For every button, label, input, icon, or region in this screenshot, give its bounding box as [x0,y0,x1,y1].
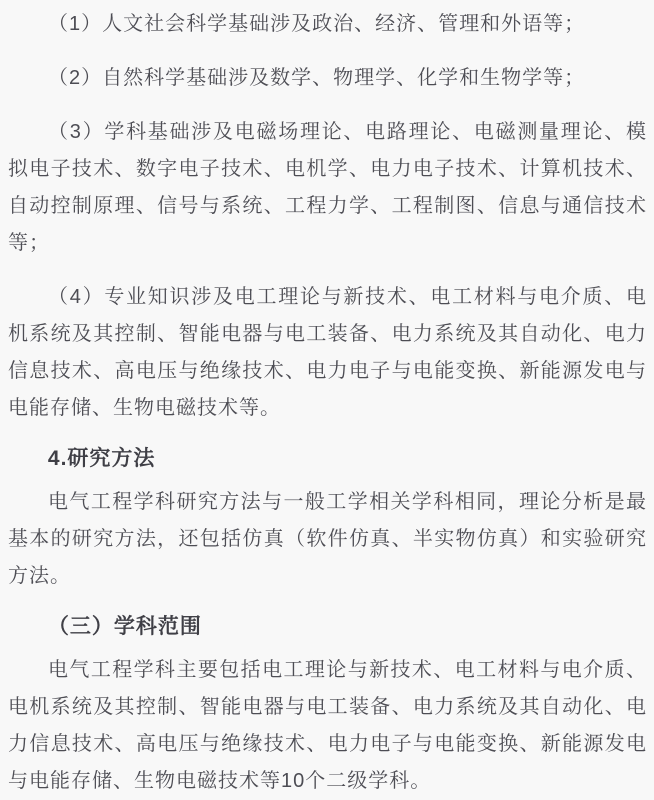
heading-research-methods: 4.研究方法 [47,447,156,470]
heading-discipline-scope: （三）学科范围 [47,615,202,638]
paragraph-discipline-scope: 电气工程学科主要包括电工理论与新技术、电工材料与电介质、电机系统及其控制、智能电器与电工装备、电力系统及其自动化、电力信息技术、高电压与绝缘技术、电力电子与电能变换、新能源发电与电能存储、生物电磁技术等10个二级学科。 [8,659,647,792]
paragraph-discipline-basis: （3）学科基础涉及电磁场理论、电路理论、电磁测量理论、模拟电子技术、数字电子技术、电机学、电力电子技术、计算机技术、自动控制原理、信号与系统、工程力学、工程制图、信息与通信技术等； [8,121,647,254]
paragraph-professional-knowledge: （4）专业知识涉及电工理论与新技术、电工材料与电介质、电机系统及其控制、智能电器与电工装备、电力系统及其自动化、电力信息技术、高电压与绝缘技术、电力电子与电能变换、新能源发电与电能存储、生物电磁技术等。 [8,286,647,419]
paragraph-humanities-basis: （1）人文社会科学基础涉及政治、经济、管理和外语等； [48,13,586,35]
paragraph-research-methods: 电气工程学科研究方法与一般工学相关学科相同，理论分析是最基本的研究方法，还包括仿真（软件仿真、半实物仿真）和实验研究方法。 [8,491,647,587]
paragraph-natural-science-basis: （2）自然科学基础涉及数学、物理学、化学和生物学等； [48,67,586,89]
